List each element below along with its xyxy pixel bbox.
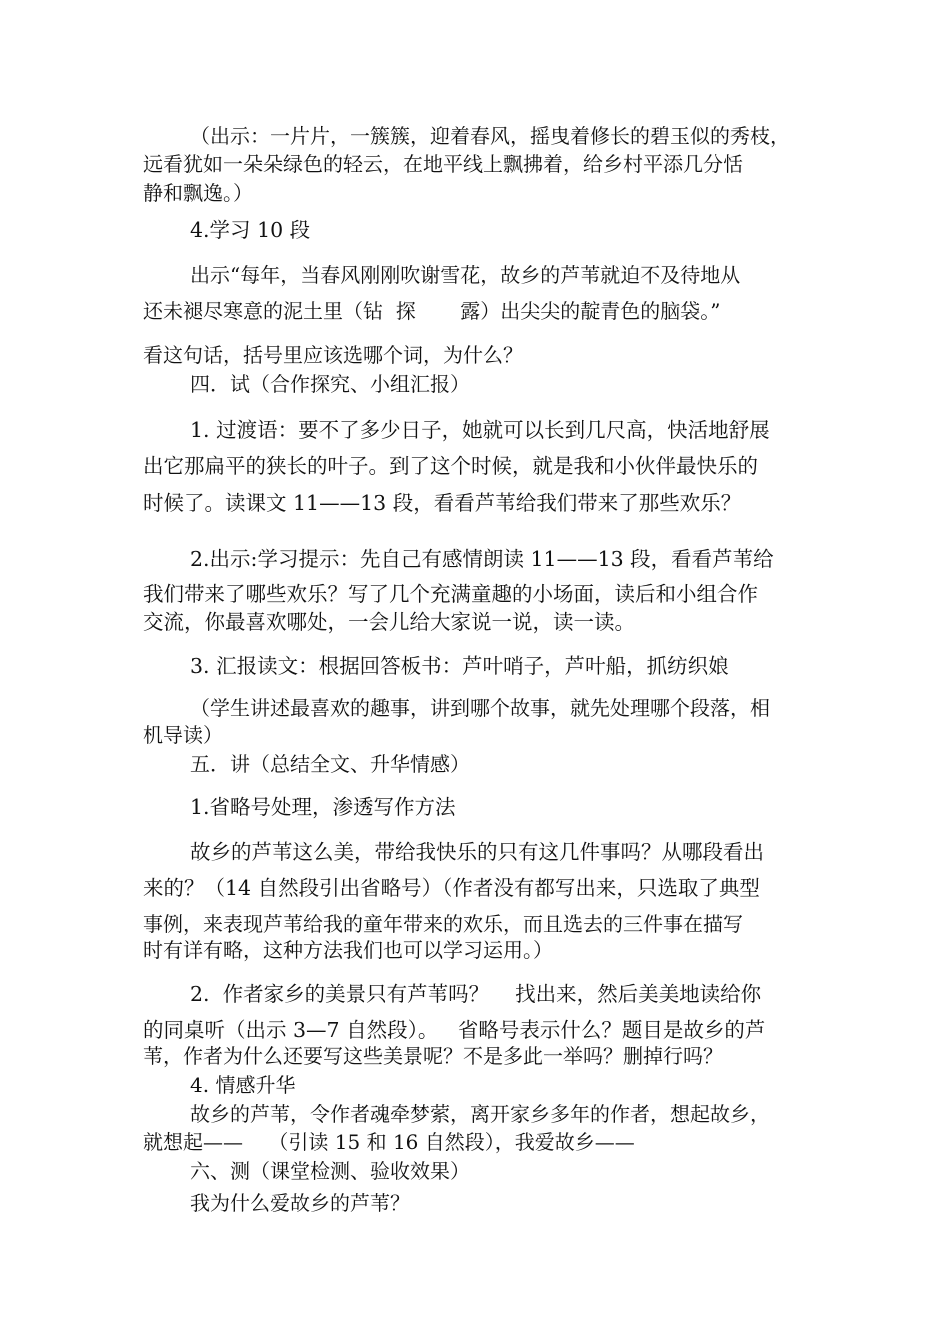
section-heading: 4.学习 10 段 bbox=[190, 218, 311, 242]
text-line: 还未褪尽寒意的泥土里（钻 探 露）出尖尖的靛青色的脑袋。” bbox=[143, 299, 721, 323]
text-line: 远看犹如一朵朵绿色的轻云，在地平线上飘拂着，给乡村平添几分恬 bbox=[143, 152, 743, 176]
section-heading: 五．讲（总结全文、升华情感） bbox=[190, 752, 470, 776]
text-line: 来的？（14 自然段引出省略号）（作者没有都写出来，只选取了典型 bbox=[143, 876, 760, 900]
text-line: 看这句话，括号里应该选哪个词，为什么？ bbox=[143, 343, 523, 367]
text-line: 事例，来表现芦苇给我的童年带来的欢乐，而且选去的三件事在描写 bbox=[143, 912, 743, 936]
text-line: 时有详有略，这种方法我们也可以学习运用。） bbox=[143, 938, 553, 962]
text-line: 苇，作者为什么还要写这些美景呢？不是多此一举吗？删掉行吗？ bbox=[143, 1044, 723, 1068]
text-line: 出示“每年，当春风刚刚吹谢雪花，故乡的芦苇就迫不及待地从 bbox=[190, 263, 741, 287]
text-line: 故乡的芦苇这么美，带给我快乐的只有这几件事吗？从哪段看出 bbox=[190, 840, 764, 864]
section-heading: 4. 情感升华 bbox=[190, 1073, 296, 1097]
text-line: 的同桌听（出示 3—7 自然段）。 省略号表示什么？题目是故乡的芦 bbox=[143, 1018, 766, 1042]
text-line: 机导读） bbox=[143, 723, 223, 747]
text-line: 就想起—— （引读 15 和 16 自然段），我爱故乡—— bbox=[143, 1130, 635, 1154]
text-line: 我为什么爱故乡的芦苇？ bbox=[190, 1191, 410, 1215]
text-line: 时候了。读课文 11——13 段，看看芦苇给我们带来了那些欢乐？ bbox=[143, 491, 742, 515]
text-line: 静和飘逸。） bbox=[143, 181, 253, 205]
text-line: （学生讲述最喜欢的趣事，讲到哪个故事，就先处理哪个段落，相 bbox=[190, 696, 770, 720]
text-line: 2.出示:学习提示：先自己有感情朗读 11——13 段，看看芦苇给 bbox=[190, 547, 774, 571]
text-line: （出示：一片片，一簇簇，迎着春风，摇曳着修长的碧玉似的秀枝， bbox=[190, 124, 790, 148]
text-line: 1. 过渡语：要不了多少日子，她就可以长到几尺高，快活地舒展 bbox=[190, 418, 770, 442]
section-heading: 四．试（合作探究、小组汇报） bbox=[190, 372, 470, 396]
text-line: 3. 汇报读文：根据回答板书：芦叶哨子，芦叶船，抓纺织娘 bbox=[190, 654, 729, 678]
section-heading: 1.省略号处理，渗透写作方法 bbox=[190, 795, 456, 819]
text-line: 交流，你最喜欢哪处，一会儿给大家说一说，读一读。 bbox=[143, 610, 635, 634]
section-heading: 六、测（课堂检测、验收效果） bbox=[190, 1159, 470, 1183]
text-line: 出它那扁平的狭长的叶子。到了这个时候，就是我和小伙伴最快乐的 bbox=[143, 454, 758, 478]
text-line: 我们带来了哪些欢乐？写了几个充满童趣的小场面，读后和小组合作 bbox=[143, 582, 758, 606]
text-line: 2. 作者家乡的美景只有芦苇吗？ 找出来，然后美美地读给你 bbox=[190, 982, 762, 1006]
text-line: 故乡的芦苇，令作者魂牵梦萦，离开家乡多年的作者，想起故乡， bbox=[190, 1102, 770, 1126]
